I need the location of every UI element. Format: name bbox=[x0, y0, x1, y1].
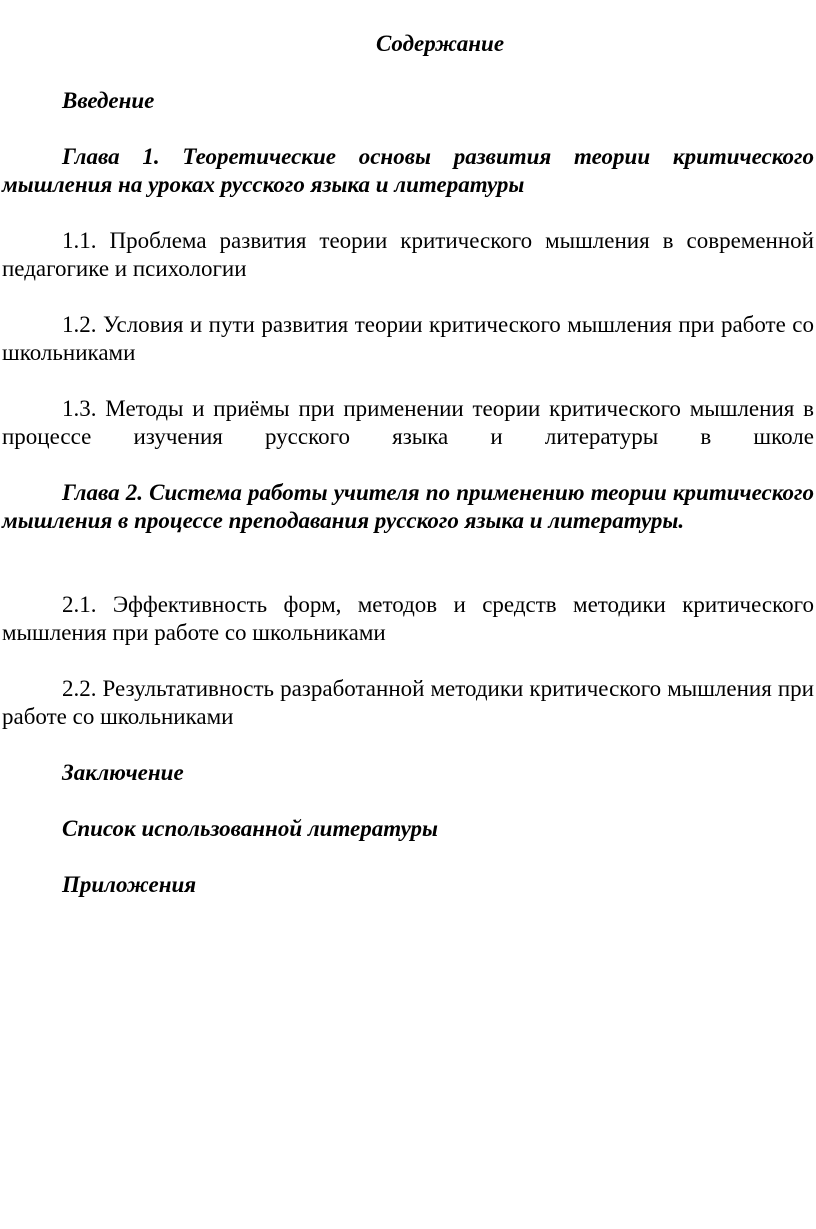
toc-entry-introduction: Введение bbox=[62, 88, 155, 113]
toc-entry-appendices: Приложения bbox=[62, 872, 197, 897]
toc-entry-conclusion: Заключение bbox=[62, 760, 184, 785]
toc-entry-section-1-1: 1.1. Проблема развития теории критического мышления в современной педагогике и психологии bbox=[2, 228, 814, 281]
toc-entry-chapter-1: Глава 1. Теоретические основы развития теории критического мышления на уроках русского языка и литературы bbox=[2, 144, 814, 197]
toc-entry-chapter-2: Глава 2. Система работы учителя по применению теории критического мышления в процессе преподавания русского языка и литературы. bbox=[2, 480, 814, 533]
toc-entry-section-1-3: 1.3. Методы и приёмы при применении теории критического мышления в процессе изучения русского языка и литературы в школе bbox=[2, 396, 814, 449]
toc-entry-section-2-1: 2.1. Эффективность форм, методов и средств методики критического мышления при работе со школьниками bbox=[2, 592, 814, 645]
toc-entry-section-2-2: 2.2. Результативность разработанной методики критического мышления при работе со школьниками bbox=[2, 676, 814, 729]
toc-entry-bibliography: Список использованной литературы bbox=[62, 816, 438, 841]
page-title: Содержание bbox=[375, 31, 505, 56]
toc-entry-section-1-2: 1.2. Условия и пути развития теории критического мышления при работе со школьниками bbox=[2, 312, 814, 365]
